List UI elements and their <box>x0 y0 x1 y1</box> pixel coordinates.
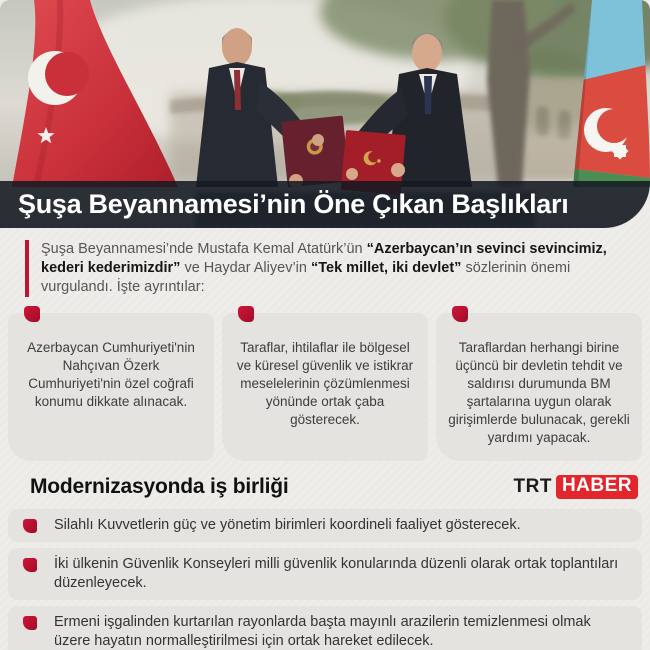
bullet-marker-icon <box>23 558 37 572</box>
list-item <box>8 509 642 542</box>
highlight-card <box>436 313 642 461</box>
card-text: Taraflar, ihtilaflar ile bölgesel ve küresel güvenlik ve istikrar meselelerinin çözümlenmesi yönünde ortak çaba gösterecek. <box>236 340 414 427</box>
section-header <box>30 475 638 499</box>
bullet-marker-icon <box>24 306 40 322</box>
bullet-marker-icon <box>452 306 468 322</box>
cooperation-list <box>8 509 642 650</box>
trt-haber-logo <box>514 475 639 499</box>
page-title: Şuşa Beyannamesi’nin Öne Çıkan Başlıkları <box>18 189 569 219</box>
list-item-text: Silahlı Kuvvetlerin güç ve yönetim birimleri koordineli faaliyet gösterecek. <box>54 517 521 533</box>
list-item-text: Ermeni işgalinden kurtarılan rayonlarda başta mayınlı arazilerin temizlenmesi olmak üzere hayatın normalleştirilmesi için ortak hareket edilecek. <box>54 614 591 649</box>
list-item <box>8 606 642 650</box>
highlight-card <box>222 313 428 461</box>
bullet-marker-icon <box>23 519 37 533</box>
card-text: Taraflardan herhangi birine üçüncü bir devletin tehdit ve saldırısı durumunda BM şartalarına uygun olarak girişimlerde bulunacak, gerekli yardımı yapacak. <box>448 340 630 445</box>
logo-haber-badge: HABER <box>556 475 638 499</box>
bullet-marker-icon <box>238 306 254 322</box>
bullet-marker-icon <box>23 616 37 630</box>
intro-text: Şuşa Beyannamesi’nde Mustafa Kemal Atatürk’ün “Azerbaycan’ın sevinci sevincimiz, kederi kederimizdir” ve Haydar Aliyev’in “Tek millet, iki devlet” sözlerinin önemi vurgulandı. İşte ayrıntılar: <box>41 241 607 295</box>
highlights-cards <box>8 313 642 461</box>
photo-header <box>0 0 650 228</box>
intro-paragraph <box>25 240 632 297</box>
list-item-text: İki ülkenin Güvenlik Konseyleri milli güvenlik konularında düzenli olarak ortak toplantıları düzenleyecek. <box>54 556 619 591</box>
list-item <box>8 548 642 600</box>
title-banner <box>0 181 650 228</box>
section-heading: Modernizasyonda iş birliği <box>30 475 289 498</box>
card-text: Azerbaycan Cumhuriyeti'nin Nahçıvan Özerk Cumhuriyeti'nin özel coğrafi konumu dikkate alınacak. <box>27 340 195 409</box>
logo-trt-text: TRT <box>513 476 552 497</box>
highlight-card <box>8 313 214 461</box>
